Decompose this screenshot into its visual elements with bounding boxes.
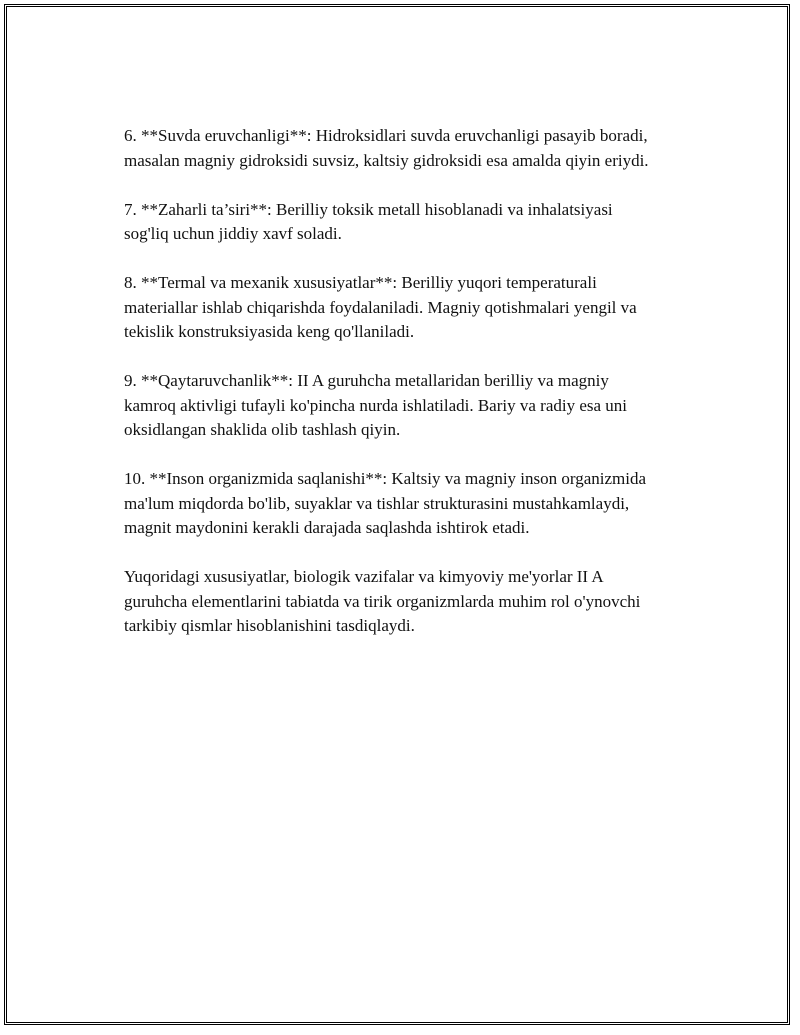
paragraph-item-9: 9. **Qaytaruvchanlik**: II A guruhcha metallaridan berilliy va magniy kamroq aktivligi tufayli ko'pincha nurda ishlatiladi. Bariy va radiy esa uni oksidlangan shaklida olib tashlash qiyin. [124,371,628,439]
paragraph-item-7: 7. **Zaharli ta’siri**: Berilliy toksik metall hisoblanadi va inhalatsiyasi sog'liq uchun jiddiy xavf soladi. [124,199,613,243]
paragraph-item-8: 8. **Termal va mexanik xususiyatlar**: Berilliy yuqori temperaturali materiallar ishlab chiqarishda foydalaniladi. Magniy qotishmalari yengil va tekislik konstruksiyasida keng qo'llaniladi. [124,273,637,341]
paragraph-item-10: 10. **Inson organizmida saqlanishi**: Kaltsiy va magniy inson organizmida ma'lum miqdorda bo'lib, suyaklar va tishlar strukturasini mustahkamlaydi, magnit maydonini kerakli darajada saqlashda ishtirok etadi. [124,469,647,537]
conclusion-paragraph: Yuqoridagi xususiyatlar, biologik vazifalar va kimyoviy me'yorlar II A guruhcha elementlarini tabiatda va tirik organizmlarda muhim rol o'ynovchi tarkibiy qismlar hisoblanishini tasdiqlaydi. [124,567,641,635]
page-border [4,4,790,1025]
paragraph-item-6: 6. **Suvda eruvchanligi**: Hidroksidlari suvda eruvchanligi pasayib boradi, masalan magniy gidroksidi suvsiz, kaltsiy gidroksidi esa amalda qiyin eriydi. [124,126,649,170]
document-body [124,124,704,663]
